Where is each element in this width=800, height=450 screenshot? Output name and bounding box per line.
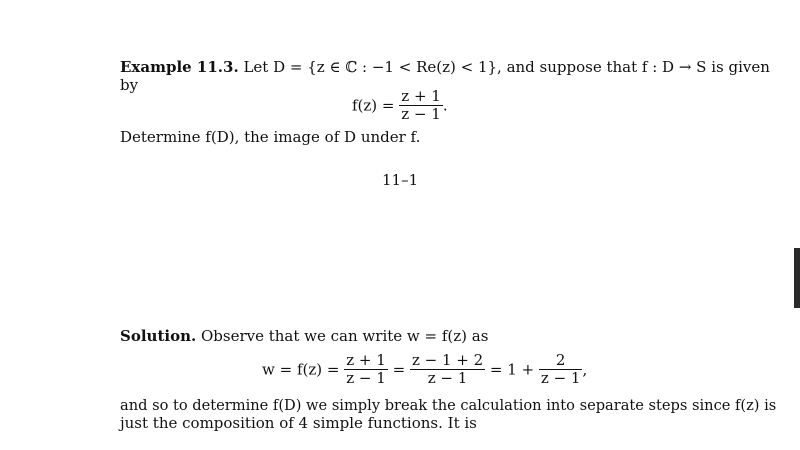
solution-equation <box>262 352 587 387</box>
equation-fraction-3 <box>539 352 583 387</box>
fraction-3-denominator: z − 1 <box>540 369 581 387</box>
example-statement: Let D = {z ∈ ℂ : −1 < Re(z) < 1}, and suppose that f : D → S is given <box>243 58 770 76</box>
equation-fraction-1 <box>344 352 388 387</box>
formula-lhs: f(z) = <box>352 96 395 115</box>
fraction-1-denominator: z − 1 <box>346 369 386 387</box>
fraction-3-numerator: 2 <box>539 352 583 370</box>
scrollbar-thumb[interactable] <box>794 248 800 308</box>
fraction-1-numerator: z + 1 <box>346 351 386 369</box>
formula-period: . <box>442 96 448 115</box>
solution-line-1 <box>120 327 488 345</box>
formula-denominator: z − 1 <box>401 105 441 123</box>
solution-paragraph-line-2: just the composition of 4 simple functions. It is <box>120 414 477 432</box>
fraction-2-numerator: z − 1 + 2 <box>411 351 484 369</box>
example-question: Determine f(D), the image of D under f. <box>120 128 421 146</box>
equation-lhs: w = f(z) = <box>262 360 340 379</box>
solution-intro: Observe that we can write w = f(z) as <box>200 327 489 345</box>
equation-equals-1: = <box>392 360 406 379</box>
equation-equals-2: = 1 + <box>489 360 535 379</box>
equation-comma: , <box>582 360 588 379</box>
page-number: 11–1 <box>382 171 419 189</box>
example-line-1 <box>120 58 770 76</box>
formula-fraction <box>399 88 443 123</box>
solution-heading: Solution. <box>120 327 197 345</box>
equation-fraction-2 <box>410 352 485 387</box>
vertical-scrollbar[interactable] <box>794 0 800 450</box>
solution-paragraph-line-1: and so to determine f(D) we simply break the calculation into separate steps since f(z) is <box>120 397 777 414</box>
example-formula <box>352 88 448 123</box>
example-line-2: by <box>120 76 139 94</box>
formula-numerator: z + 1 <box>401 87 441 105</box>
example-heading: Example 11.3. <box>120 58 239 76</box>
fraction-2-denominator: z − 1 <box>427 369 468 387</box>
